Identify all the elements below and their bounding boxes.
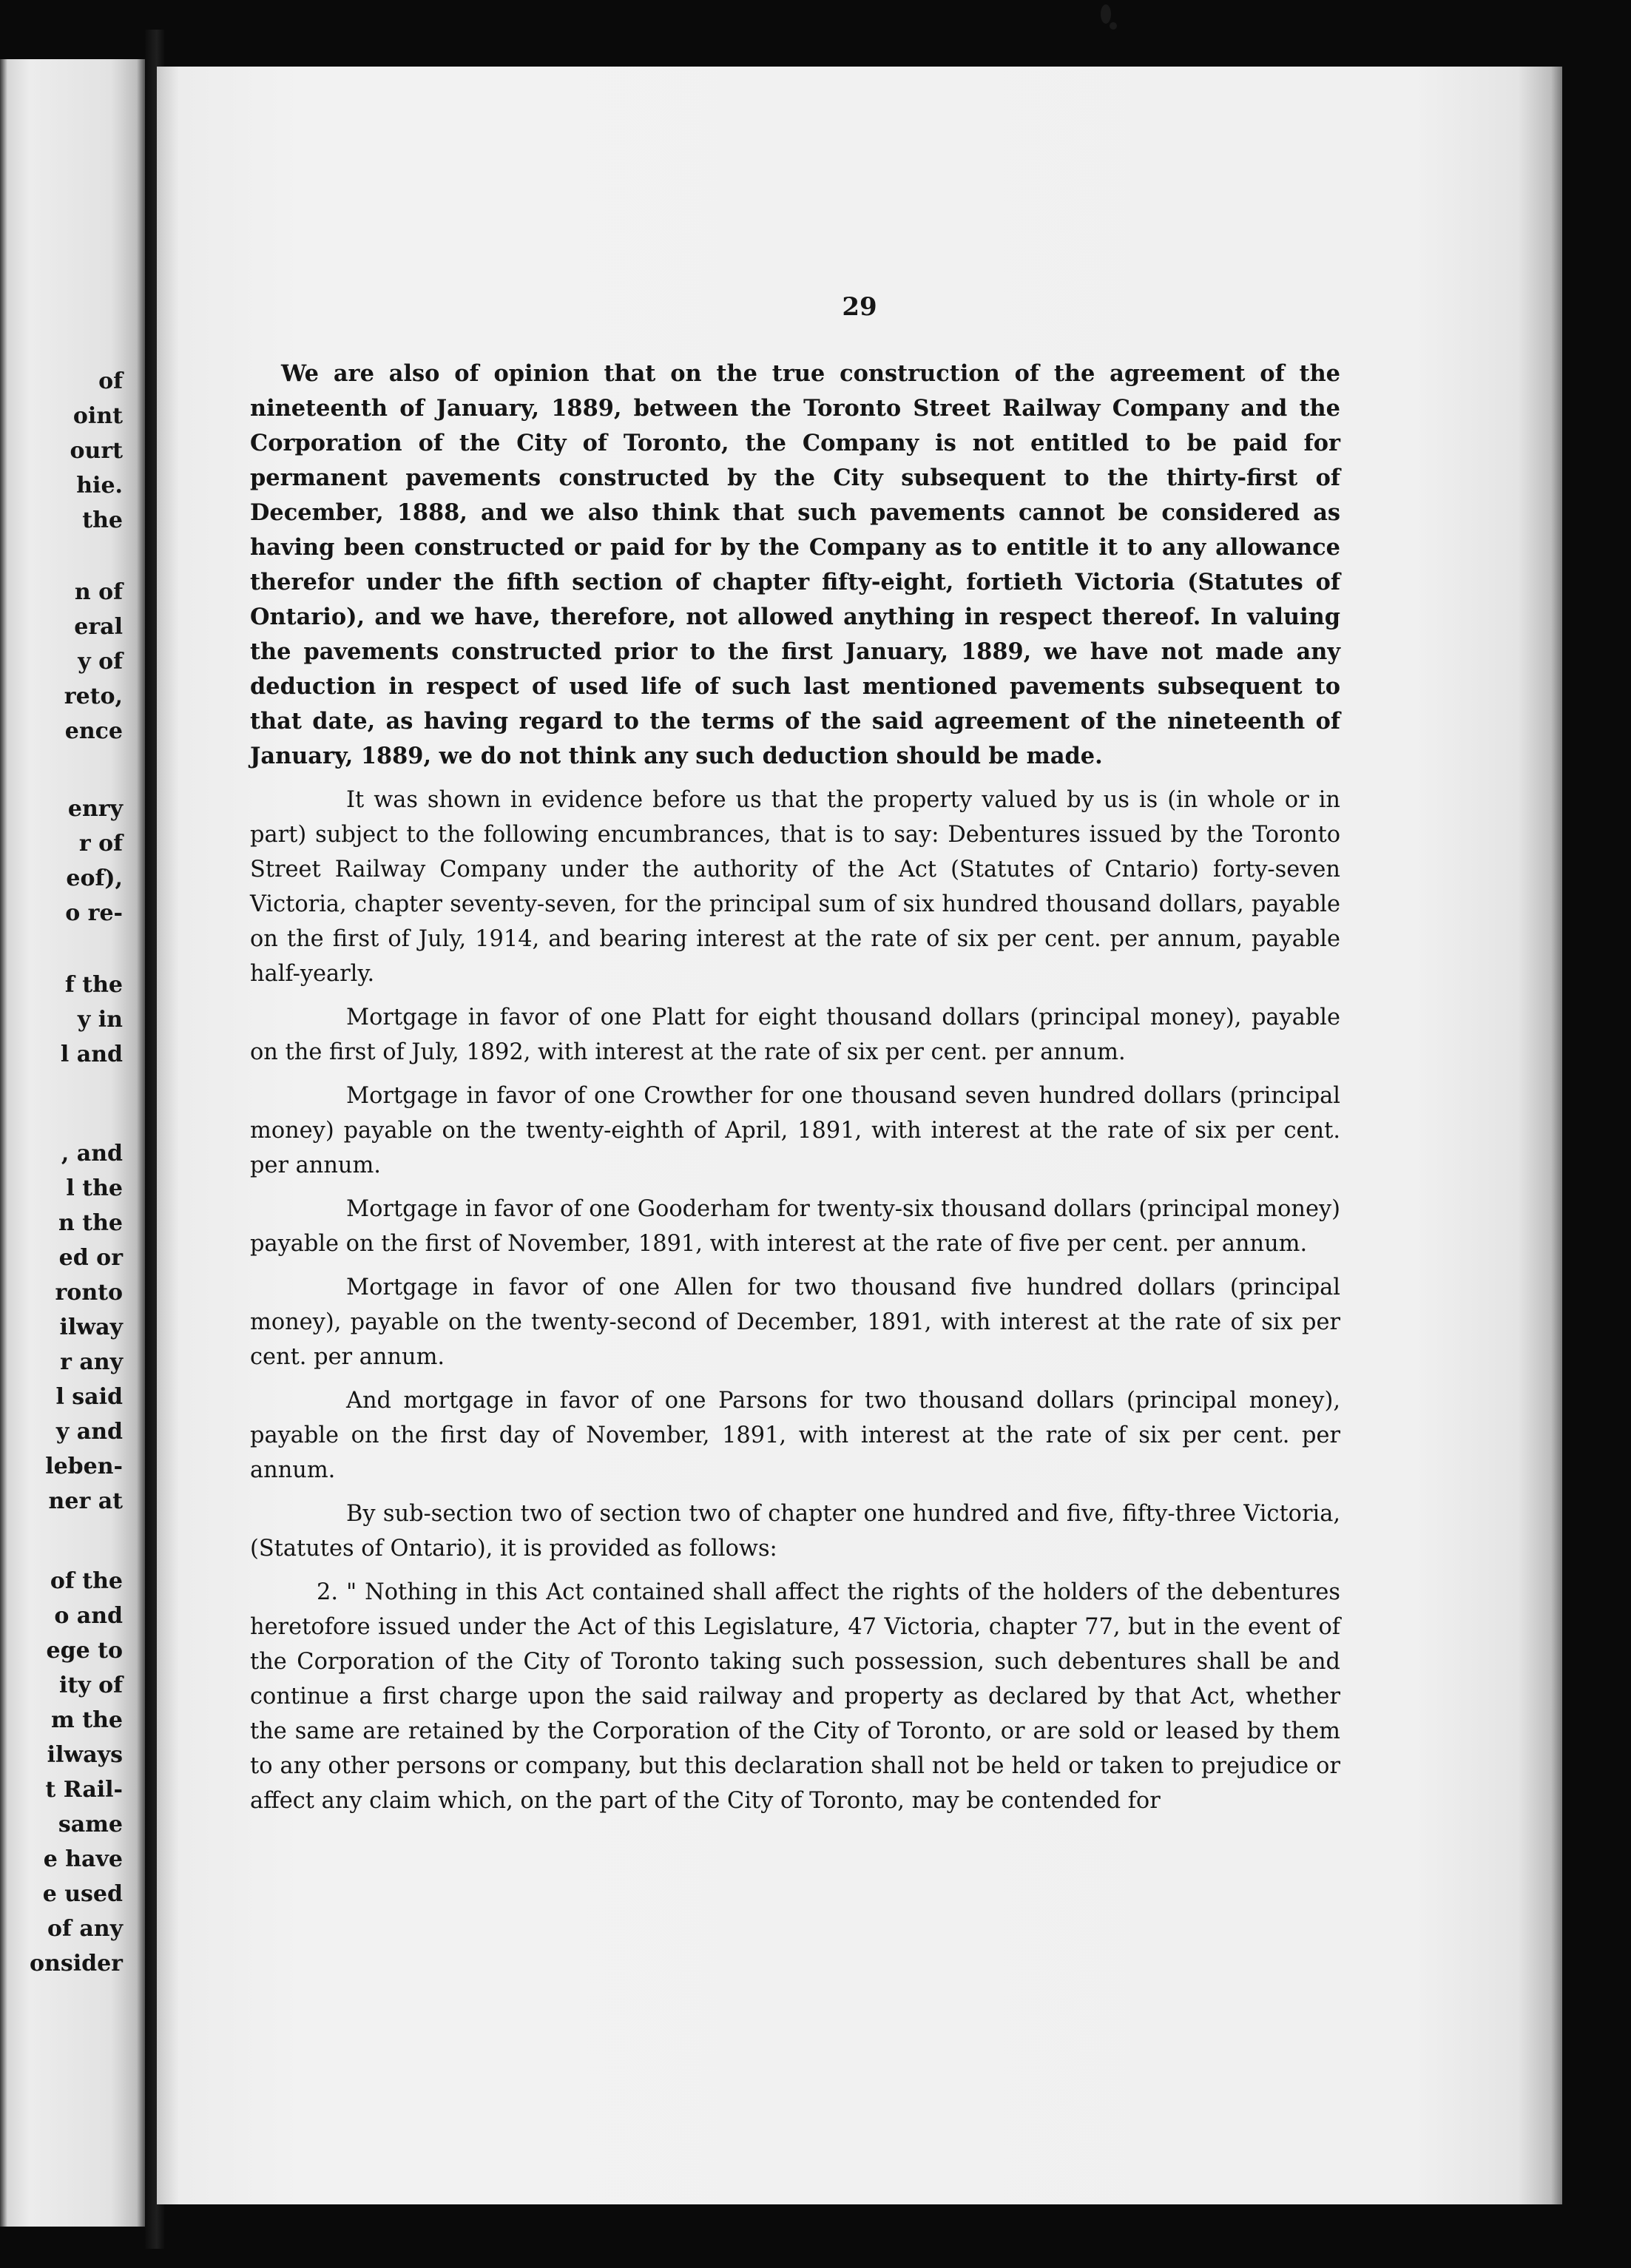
paragraph-4: Mortgage in favor of one Crowther for one thousand seven hundred dollars (principal money) payable on the twenty-eighth of April, 1891, with interest at the rate of six per cent. per annum. xyxy=(250,1083,1340,1178)
previous-page-fragment: n the xyxy=(58,1210,123,1236)
previous-page-fragment: m the xyxy=(51,1707,123,1733)
paragraph-1: We are also of opinion that on the true construction of the agreement of the nineteenth of January, 1889, between the Toronto Street Railway Company and the Corporation of the City of Toronto, the Company is not entitled to be paid for permanent pavements constructed by the City subsequent to the thirty-first of December, 1888, and we also think that such pavements cannot be considered as having been constructed or paid for by the Company as to entitle it to any allowance therefor under the fifth section of chapter fifty-eight, fortieth Victoria (Statutes of Ontario), and we have, therefore, not allowed anything in respect thereof. In valuing the pavements constructed prior to the first January, 1889, we have not made any deduction in respect of used life of such last mentioned pavements subsequent to that date, as having regard to the terms of the said agreement of the nineteenth of January, 1889, we do not think any such deduction should be made. xyxy=(250,360,1340,769)
previous-page-fragment: y in xyxy=(77,1007,123,1033)
paragraph-9: 2. " Nothing in this Act contained shall affect the rights of the holders of the debentures heretofore issued under the Act of this Legislature, 47 Victoria, chapter 77, but in the event of the Corporation of the City of Toronto taking such possession, such debentures shall be and continue a first charge upon the said railway and property as declared by that Act, whether the same are retained by the Corporation of the City of Toronto, or are sold or leased by them to any other persons or company, but this declaration shall not be held or taken to prejudice or affect any claim which, on the part of the City of Toronto, may be contended for xyxy=(250,1579,1340,1814)
previous-page-fragment: , and xyxy=(61,1141,123,1167)
page-number: 29 xyxy=(842,292,877,322)
previous-page-fragment: onsider xyxy=(30,1951,123,1977)
previous-page-fragment: e have xyxy=(43,1846,123,1872)
previous-page-fragment: of the xyxy=(50,1568,123,1594)
page xyxy=(157,67,1562,2204)
paragraph-7: And mortgage in favor of one Parsons for two thousand dollars (principal money), payable on the first day of November, 1891, with interest at the rate of six per cent. per annum. xyxy=(250,1388,1340,1483)
paragraph-8: By sub-section two of section two of chapter one hundred and five, fifty-three Victoria, (Statutes of Ontario), it is provided as follows: xyxy=(250,1501,1340,1562)
previous-page-fragment: o re- xyxy=(65,900,123,926)
previous-page-fragment: leben- xyxy=(45,1454,123,1479)
previous-page-fragment: of any xyxy=(47,1916,123,1942)
paragraph-3: Mortgage in favor of one Platt for eight thousand dollars (principal money), payable on the first of July, 1892, with interest at the rate of six per cent. per annum. xyxy=(250,1005,1340,1065)
previous-page-fragment: y of xyxy=(78,649,123,675)
previous-page-fragment: the xyxy=(82,507,123,533)
previous-page-fragment: ed or xyxy=(58,1245,123,1271)
page-body xyxy=(250,357,1340,1818)
paragraph-2: It was shown in evidence before us that the property valued by us is (in whole or in part) subject to the following encumbrances, that is to say: Debentures issued by the Toronto Street Railway Company under the authority of the Act (Statutes of Cntario) forty-seven Victoria, chapter seventy-seven, for the principal sum of six hundred thousand dollars, payable on the first of July, 1914, and bearing interest at the rate of six per cent. per annum, payable half-yearly. xyxy=(250,787,1340,987)
scan-speck xyxy=(1110,22,1117,30)
previous-page-fragment: ity of xyxy=(58,1673,123,1698)
previous-page-fragment: t Rail- xyxy=(45,1777,123,1803)
previous-page-fragment: ence xyxy=(64,718,123,744)
previous-page-fragment: enry xyxy=(67,796,123,822)
previous-page-edge xyxy=(0,59,148,2227)
previous-page-fragment: y and xyxy=(55,1419,123,1445)
previous-page-fragment: same xyxy=(58,1812,123,1837)
previous-page-fragment: ilways xyxy=(47,1742,123,1768)
scan-speck xyxy=(1101,4,1111,24)
previous-page-fragment: eral xyxy=(74,614,123,640)
previous-page-fragment: oint xyxy=(72,403,123,429)
previous-page-fragment: ronto xyxy=(55,1280,123,1306)
previous-page-fragment: hie. xyxy=(76,473,123,499)
previous-page-fragment: n of xyxy=(74,579,123,605)
previous-page-fragment: r any xyxy=(60,1349,123,1375)
previous-page-fragment: f the xyxy=(64,972,123,998)
previous-page-fragment: r of xyxy=(78,831,123,857)
previous-page-fragment: eof), xyxy=(66,865,123,891)
previous-page-fragment: ourt xyxy=(70,438,123,464)
previous-page-fragment: l said xyxy=(55,1384,123,1410)
previous-page-fragment: l and xyxy=(60,1042,123,1067)
paragraph-5: Mortgage in favor of one Gooderham for twenty-six thousand dollars (principal money) payable on the first of November, 1891, with interest at the rate of five per cent. per annum. xyxy=(250,1196,1340,1257)
previous-page-fragment: of xyxy=(98,368,123,394)
previous-page-fragment: ilway xyxy=(59,1314,123,1340)
previous-page-fragment: reto, xyxy=(64,684,123,709)
previous-page-fragment: o and xyxy=(54,1603,123,1629)
previous-page-fragment: l the xyxy=(66,1175,123,1201)
paragraph-6: Mortgage in favor of one Allen for two thousand five hundred dollars (principal money), payable on the twenty-second of December, 1891, with interest at the rate of six per cent. per annum. xyxy=(250,1275,1340,1370)
previous-page-fragment: ner at xyxy=(48,1488,123,1514)
previous-page-fragment: ege to xyxy=(46,1638,123,1664)
previous-page-fragment: e used xyxy=(42,1881,123,1907)
